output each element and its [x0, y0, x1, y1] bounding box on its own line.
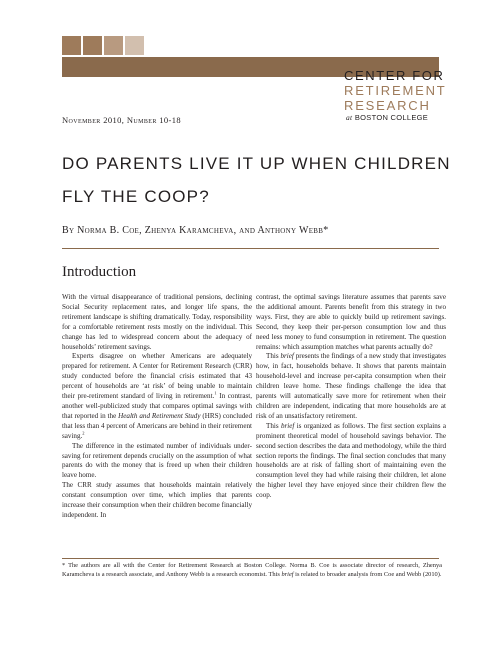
paragraph-text: This: [266, 352, 279, 361]
footnote-text: * The authors are all with the Center for Retirement Research at Boston College. Norma B. Coe is associate director of research, Zhenya Karamcheva is a research associate, and Anthony Webb is a research economist. This: [62, 562, 442, 578]
logo-line-3: RESEARCH: [344, 98, 431, 113]
paragraph-text: The CRR study assumes that households maintain relatively constant consumption over time, which implies that parents increase their consumption when their children become financially independent. In: [62, 481, 252, 519]
paragraph: [256, 352, 446, 421]
section-heading: Introduction: [62, 264, 137, 280]
hrs-title: Health and Retirement Study: [118, 411, 201, 420]
paragraph: [256, 293, 446, 352]
author-footnote: [62, 562, 442, 579]
crr-logo: [344, 66, 464, 122]
logo-line-1: CENTER FOR: [344, 68, 445, 83]
paragraph: [62, 442, 252, 482]
logo-square-1: [62, 36, 81, 55]
paragraph-text: The difference in the estimated number of individuals under-saving for retirement depends crucially on the assumption of what parents do with the money that is freed up when their children leave home.: [62, 441, 252, 480]
logo-at: at: [346, 113, 353, 122]
footnote-ref: 2: [82, 430, 85, 436]
footnote-text: is related to broader analysis from Coe and Webb (2010).: [295, 570, 442, 578]
paragraph-text: Experts disagree on whether Americans are adequately prepared for retirement. A Center for Retirement Research (CRR) study conducted before the financial crisis estimated that 43 percent of households are ‘at risk’ of being unable to maintain their pre-retirement standard of living in retirement.: [62, 352, 252, 401]
author-line: By Norma B. Coe, Zhenya Karamcheva, and Anthony Webb*: [62, 225, 329, 236]
title-rule: [62, 248, 439, 249]
brief-italic: brief: [281, 570, 294, 578]
paragraph: [256, 422, 446, 501]
paragraph-text: contrast, the optimal savings literature assumes that parents save the additional amount. Parents benefit from this strategy in two ways. First, they are able to quickly build up retirement savings. Second, they keep their per-person consumption low and thus need less money to fund consumption in retirement. The question remains: which assumption matches what parents actually do?: [256, 293, 446, 351]
brief-italic: brief: [280, 421, 295, 430]
paragraph-text: In contrast, another well-publicized study that compares optimal savings with that reported in the: [62, 392, 252, 420]
logo-square-3: [104, 36, 123, 55]
paragraph-text: (HRS) concluded that less than 4 percent of Americans are behind in their retirement saving.: [62, 411, 252, 440]
brief-italic: brief: [280, 352, 294, 361]
logo-square-2: [83, 36, 102, 55]
left-column: [62, 293, 252, 521]
paragraph: [62, 293, 252, 352]
logo-college: BOSTON COLLEGE: [354, 113, 429, 122]
footnote-rule: [62, 558, 439, 559]
paragraph: [62, 352, 252, 441]
right-column: [256, 293, 446, 501]
paragraph-text: is organized as follows. The first section explains a prominent theoretical model of household savings behavior. The second section describes the data and methodology, while the third section reports the findings. The final section concludes that many households are at risk of falling short of maintaining even the consumption level they had while raising their children, let alone the higher level they have enjoyed since their children flew the coop.: [256, 421, 446, 500]
paragraph: [62, 481, 252, 521]
paragraph-text: With the virtual disappearance of traditional pensions, declining Social Security replacement rates, and longer life spans, the retirement landscape is shifting dramatically. Today, responsibility for a comfortable retirement rests mostly on the individual. This change has led to widespread concern about the adequacy of households’ retirement savings.: [62, 293, 252, 351]
logo-line-2: RETIREMENT: [344, 83, 447, 98]
paragraph-text: presents the findings of a new study that investigates how, in fact, households behave. It shows that parents maintain household-level and increase per-capita consumption when their children leave home. These findings challenge the idea that parents will automatically save more for retirement when their children are independent, indicating that more households are at risk of an unsatisfactory retirement.: [256, 352, 446, 420]
footnote-ref: 1: [214, 390, 217, 396]
article-title: DO PARENTS LIVE IT UP WHEN CHILDREN FLY THE COOP?: [62, 154, 451, 206]
logo-square-4: [125, 36, 144, 55]
issue-date: November 2010, Number 10-18: [62, 115, 182, 125]
paragraph-text: This: [266, 421, 279, 430]
logo-line-4: [346, 113, 428, 122]
